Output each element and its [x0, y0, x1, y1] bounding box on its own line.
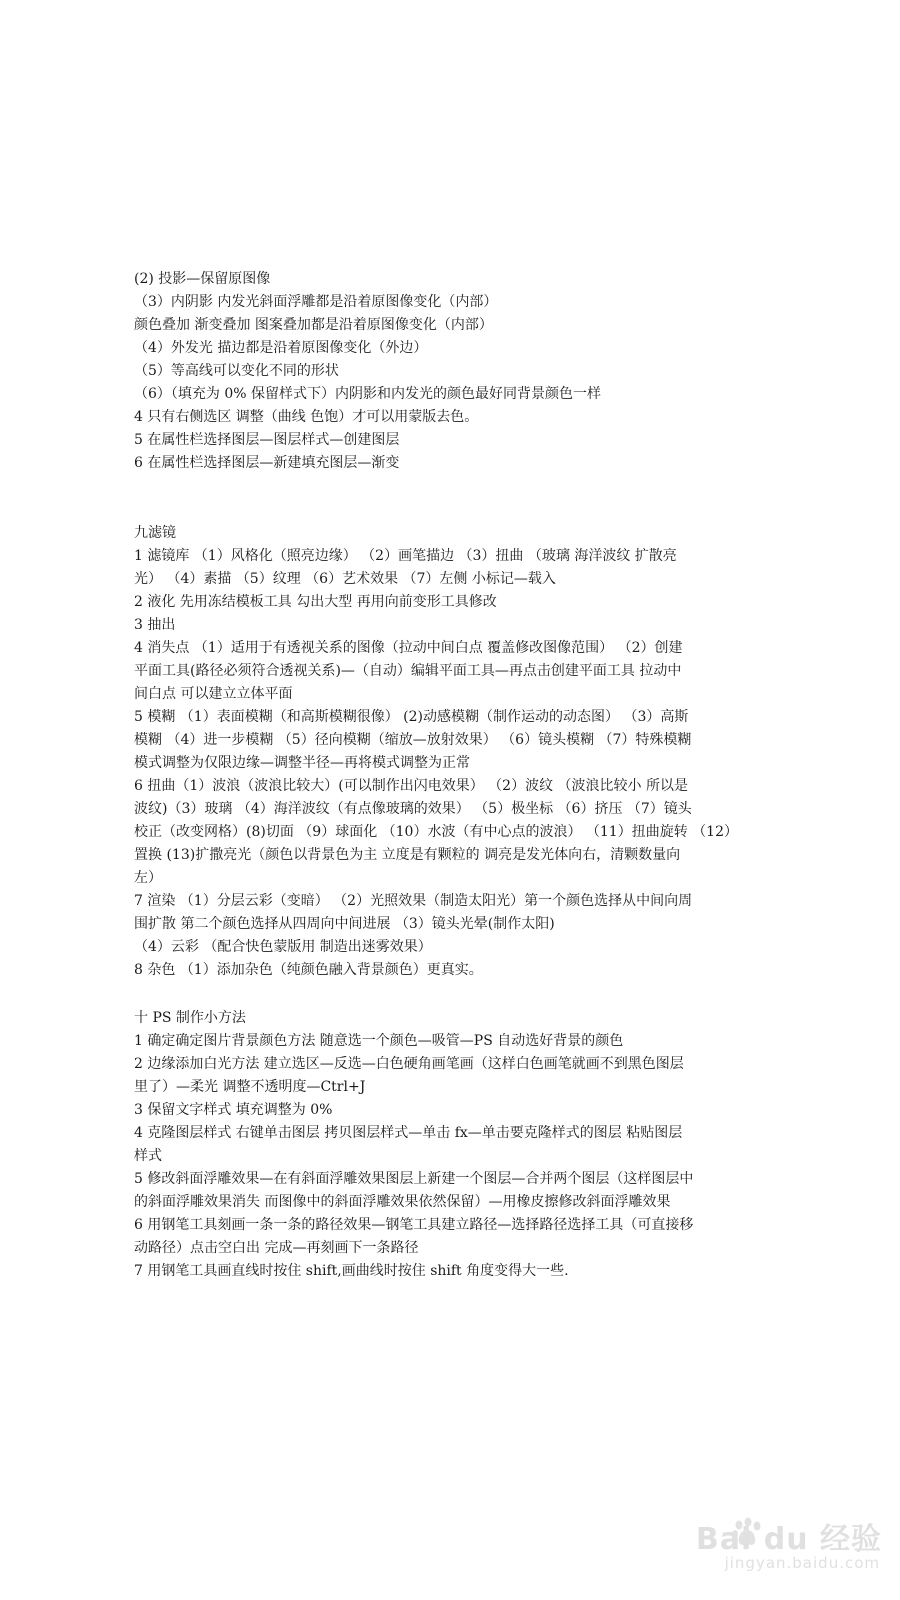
- text-line: 颜色叠加 渐变叠加 图案叠加都是沿着原图像变化（内部）: [134, 317, 493, 333]
- text-line: 校正（改变网格）(8)切面 （9）球面化 （10）水波（有中心点的波浪） （11）扭曲旋转 （12）: [134, 824, 738, 840]
- text-line: 7 渲染 （1）分层云彩（变暗） （2）光照效果（制造太阳光）第一个颜色选择从中间向周: [134, 893, 693, 909]
- text-line: 样式: [134, 1148, 162, 1164]
- text-line: 光） （4）素描 （5）纹理 （6）艺术效果 （7）左侧 小标记—载入: [134, 571, 556, 587]
- section-heading: 十 PS 制作小方法: [134, 1010, 246, 1026]
- text-line: 的斜面浮雕效果消失 而图像中的斜面浮雕效果依然保留）—用橡皮擦修改斜面浮雕效果: [134, 1194, 671, 1210]
- text-line: （4）外发光 描边都是沿着原图像变化（外边）: [134, 340, 428, 356]
- text-line: 3 抽出: [134, 617, 176, 633]
- text-line: 2 液化 先用冻结模板工具 勾出大型 再用向前变形工具修改: [134, 594, 497, 610]
- watermark-site: jingyan.baidu.com: [724, 1554, 880, 1572]
- text-line: 1 滤镜库 （1）风格化（照亮边缘） （2）画笔描边 （3）扭曲 （玻璃 海洋波纹 扩散亮: [134, 548, 677, 564]
- text-line: 4 只有右侧选区 调整（曲线 色饱）才可以用蒙版去色。: [134, 409, 479, 425]
- watermark-logo: Bai du 经验: [695, 1522, 882, 1557]
- text-line: 里了）—柔光 调整不透明度—Ctrl+J: [134, 1079, 366, 1095]
- text-line: （5）等高线可以变化不同的形状: [134, 363, 339, 379]
- text-line: （6）（填充为 0% 保留样式下）内阴影和内发光的颜色最好同背景颜色一样: [134, 386, 602, 402]
- text-line: 5 在属性栏选择图层—图层样式—创建图层: [134, 432, 400, 448]
- text-line: 7 用钢笔工具画直线时按住 shift,画曲线时按住 shift 角度变得大一些.: [134, 1263, 569, 1279]
- text-line: 模式调整为仅限边缘—调整半径—再将模式调整为正常: [134, 755, 470, 771]
- text-line: 4 克隆图层样式 右键单击图层 拷贝图层样式—单击 fx—单击要克隆样式的图层 粘贴图层: [134, 1125, 683, 1141]
- text-line: 5 模糊 （1）表面模糊（和高斯模糊很像） (2)动感模糊（制作运动的动态图） （3）高斯: [134, 709, 689, 725]
- text-line: 动路径）点击空白出 完成—再刻画下一条路径: [134, 1240, 419, 1256]
- text-line: 6 扭曲（1）波浪（波浪比较大）(可以制作出闪电效果） （2）波纹 （波浪比较小 所以是: [134, 778, 688, 794]
- text-line: 6 在属性栏选择图层—新建填充图层—渐变: [134, 455, 400, 471]
- text-line: 围扩散 第二个颜色选择从四周向中间进展 （3）镜头光晕(制作太阳): [134, 916, 555, 932]
- text-line: 8 杂色 （1）添加杂色（纯颜色融入背景颜色）更真实。: [134, 962, 483, 978]
- baidu-jingyan-watermark: [672, 1514, 882, 1578]
- text-line: 平面工具(路径必须符合透视关系)—（自动）编辑平面工具—再点击创建平面工具 拉动中: [134, 663, 682, 679]
- text-line: （3）内阴影 内发光斜面浮雕都是沿着原图像变化（内部）: [134, 294, 498, 310]
- text-line: (2) 投影—保留原图像: [134, 271, 271, 287]
- text-line: 1 确定确定图片背景颜色方法 随意选一个颜色—吸管—PS 自动选好背景的颜色: [134, 1033, 624, 1049]
- text-line: 6 用钢笔工具刻画一条一条的路径效果—钢笔工具建立路径—选择路径选择工具（可直接移: [134, 1217, 694, 1233]
- text-line: 波纹)（3）玻璃 （4）海洋波纹（有点像玻璃的效果） （5）极坐标 （6）挤压 （7）镜头: [134, 801, 692, 817]
- text-line: 3 保留文字样式 填充调整为 0%: [134, 1102, 333, 1118]
- text-line: 2 边缘添加白光方法 建立选区—反选—白色硬角画笔画（这样白色画笔就画不到黑色图层: [134, 1056, 684, 1072]
- text-line: 4 消失点 （1）适用于有透视关系的图像（拉动中间白点 覆盖修改图像范围） （2）创建: [134, 640, 683, 656]
- text-line: 模糊 （4）进一步模糊 （5）径向模糊（缩放—放射效果） （6）镜头模糊 （7）特殊模糊: [134, 732, 692, 748]
- text-line: 置换 (13)扩撒亮光（颜色以背景色为主 立度是有颗粒的 调亮是发光体向右，清颗数量向: [134, 847, 681, 863]
- document-page: [134, 0, 756, 1600]
- text-line: （4）云彩 （配合快色蒙版用 制造出迷雾效果）: [134, 939, 432, 955]
- text-line: 左）: [134, 870, 162, 886]
- text-line: 间白点 可以建立立体平面: [134, 686, 293, 702]
- text-line: 5 修改斜面浮雕效果—在有斜面浮雕效果图层上新建一个图层—合并两个图层（这样图层中: [134, 1171, 694, 1187]
- section-heading: 九滤镜: [134, 525, 176, 541]
